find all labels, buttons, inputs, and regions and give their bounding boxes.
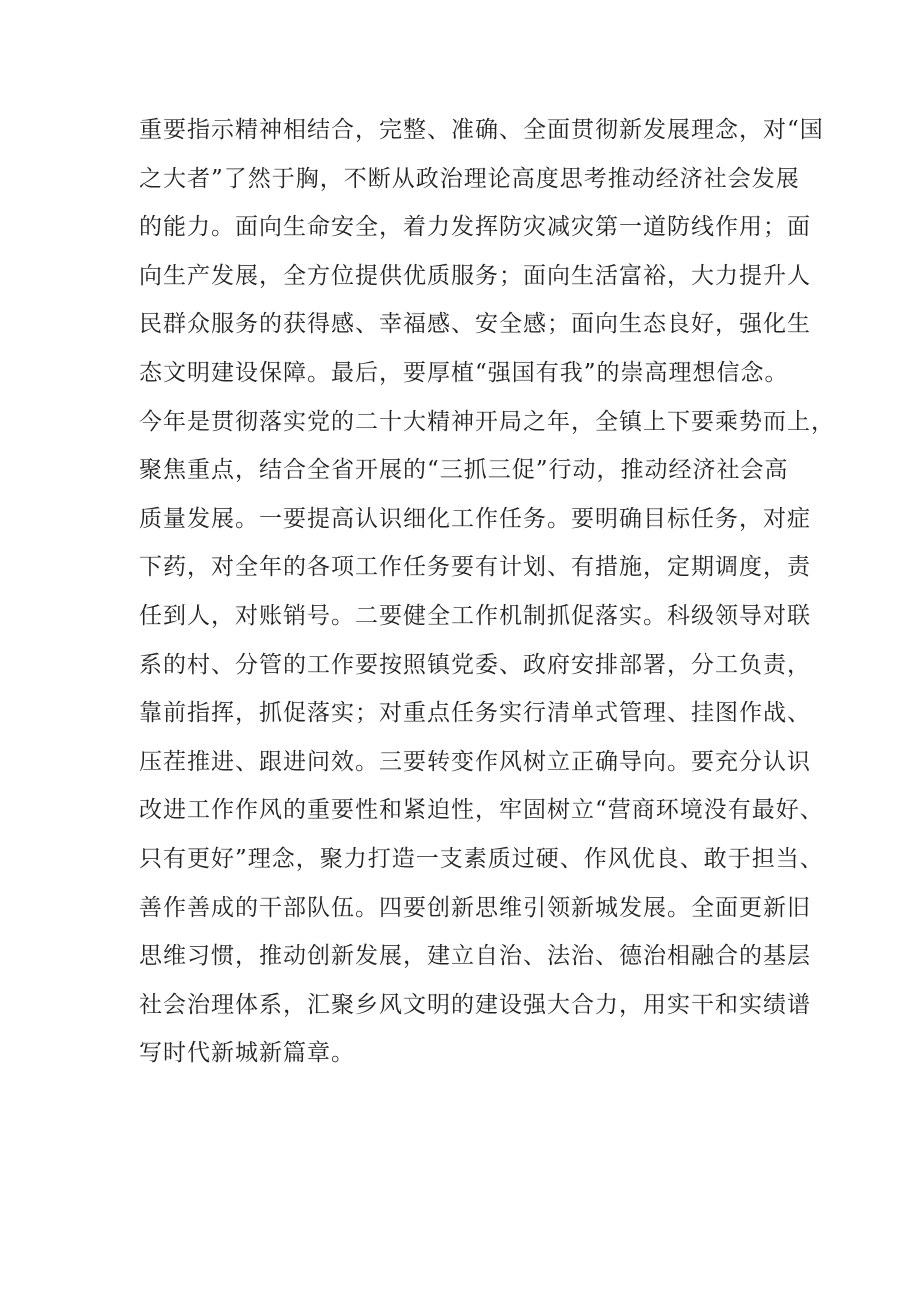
body-text	[139, 106, 835, 1078]
text-line: 靠前指挥，抓促落实；对重点任务实行清单式管理、挂图作战、	[139, 700, 811, 727]
text-line: 压茬推进、跟进问效。三要转变作风树立正确导向。要充分认识	[139, 748, 811, 775]
text-line: 今年是贯彻落实党的二十大精神开局之年，全镇上下要乘势而上，	[139, 408, 835, 435]
text-line: 系的村、分管的工作要按照镇党委、政府安排部署，分工负责，	[139, 651, 811, 678]
text-line: 善作善成的干部队伍。四要创新思维引领新城发展。全面更新旧	[139, 894, 811, 921]
text-line: 只有更好”理念，聚力打造一支素质过硬、作风优良、敢于担当、	[139, 845, 824, 872]
text-line: 写时代新城新篇章。	[139, 1040, 355, 1067]
text-line: 质量发展。一要提高认识细化工作任务。要明确目标任务，对症	[139, 505, 811, 532]
text-line: 之大者”了然于胸，不断从政治理论高度思考推动经济社会发展	[139, 165, 800, 192]
text-line: 聚焦重点，结合全省开展的“三抓三促”行动，推动经济社会高	[139, 457, 789, 484]
text-line: 重要指示精神相结合，完整、准确、全面贯彻新发展理念，对“国	[139, 117, 824, 143]
text-line: 社会治理体系，汇聚乡风文明的建设强大合力，用实干和实绩谱	[139, 991, 811, 1018]
text-line: 向生产发展，全方位提供优质服务；面向生活富裕，大力提升人	[139, 262, 811, 289]
text-line: 改进工作作风的重要性和紧迫性，牢固树立“营商环境没有最好、	[139, 797, 824, 824]
text-line: 思维习惯，推动创新发展，建立自治、法治、德治相融合的基层	[139, 943, 811, 970]
text-line: 任到人，对账销号。二要健全工作机制抓促落实。科级领导对联	[139, 602, 811, 629]
text-line: 态文明建设保障。最后，要厚植“强国有我”的崇高理想信念。	[139, 359, 789, 386]
text-line: 下药，对全年的各项工作任务要有计划、有措施，定期调度，责	[139, 554, 811, 581]
text-line: 民群众服务的获得感、幸福感、安全感；面向生态良好，强化生	[139, 311, 811, 338]
text-line: 的能力。面向生命安全，着力发挥防灾减灾第一道防线作用；面	[139, 214, 811, 241]
